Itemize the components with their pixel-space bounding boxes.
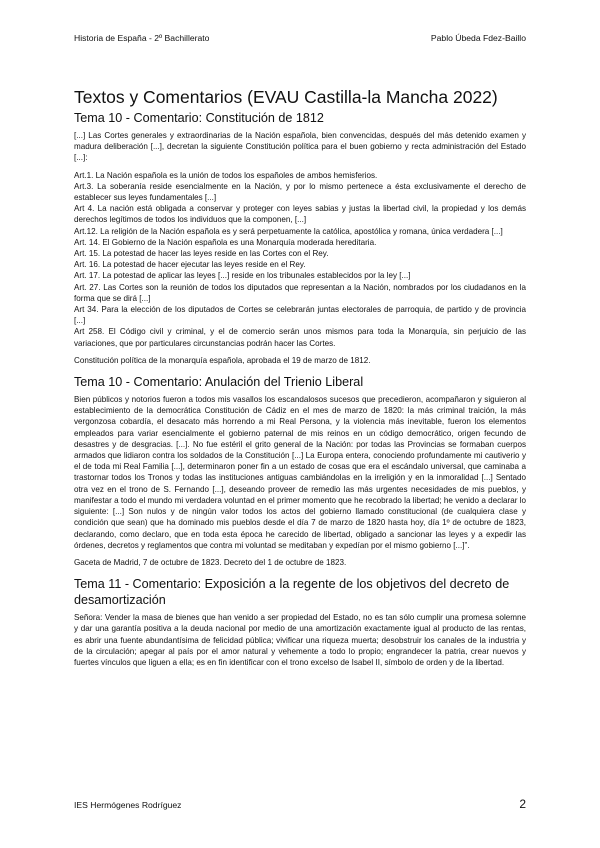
page-header — [74, 33, 526, 47]
page-content — [74, 86, 526, 668]
section-source: Constitución política de la monarquía española, aprobada el 19 de marzo de 1812. — [74, 355, 371, 365]
page-number: 2 — [519, 797, 526, 811]
article: Art 258. El Código civil y criminal, y el de comercio serán unos mismos para toda la Monarquía, sin perjuicio de las variaciones, que por particulares circunstancias podrán hacer las Cortes. — [74, 327, 526, 348]
section-intro: [...] Las Cortes generales y extraordinarias de la Nación española, bien convencidas, después del más detenido examen y madura deliberación [...], decretan la siguiente Constitución política para el buen gobierno y recta administración del Estado [...]: — [74, 131, 526, 163]
article: Art. 16. La potestad de hacer ejecutar las leyes reside en el Rey. — [74, 260, 306, 270]
section-heading-desamortizacion: Tema 11 - Comentario: Exposición a la regente de los objetivos del decreto de desamortización — [74, 577, 510, 608]
section-body: Bien públicos y notorios fueron a todos mis vasallos los escandalosos sucesos que precedieron, acompañaron y siguieron al establecimiento de la democrática Constitución de Cádiz en el mes de marzo de 1820: la más criminal traición, la más vergonzosa cobardía, el desacato más horrendo a mi Real Persona, y la violencia más inevitable, fueron los elementos empleados para variar esencialmente el gobierno paternal de mis reinos en un código democrático, origen fecundo de desastres y de desgracias. [...]. No fue estéril el grito general de la Nación: por todas las Provincias se formaban cuerpos armados que lidiaron contra los soldados de la Constitución [...] La Europa entera, conociendo profundamente mi cautiverio y el de toda mi Real Familia [...], determinaron poner fin a un estado de cosas que era el escándalo universal, que caminaba a trastornar todos los Tronos y todas las instituciones antiguas cambiándolas en la irreligión y en la inmoralidad [...] Sentado otra vez en el trono de S. Fernando [...], deseando proveer de remedio las más urgentes necesidades de mis pueblos, y manifestar a todo el mundo mi verdadera voluntad en el primer momento que he recobrado la libertad; he venido a declarar lo siguiente: [...] Son nulos y de ningún valor todos los actos del gobierno llamado constitucional (de cualquiera clase y condición que sean) que ha dominado mis pueblos desde el día 7 de marzo de 1820 hasta hoy, día 1º de octubre de 1823, declarando, como declaro, que en toda esta época he carecido de libertad, obligado a sancionar las leyes y a expedir las órdenes, decretos y reglamentos que contra mi voluntad se meditaban y expedían por el mismo gobierno [...]”. — [74, 395, 526, 550]
section-source: Gaceta de Madrid, 7 de octubre de 1823. Decreto del 1 de octubre de 1823. — [74, 557, 347, 567]
article: Art.1. La Nación española es la unión de todos los españoles de ambos hemisferios. — [74, 170, 378, 180]
article: Art 4. La nación está obligada a conservar y proteger con leyes sabias y justas la libertad civil, la propiedad y los demás derechos legítimos de todos los individuos que la componen, [...] — [74, 204, 526, 225]
header-course: Historia de España - 2º Bachillerato — [74, 33, 210, 43]
section-heading-constitucion-1812: Tema 10 - Comentario: Constitución de 1812 — [74, 111, 324, 125]
section-body: Señora: Vender la masa de bienes que han venido a ser propiedad del Estado, no es tan sólo cumplir una promesa solemne y dar una garantía positiva a la deuda nacional por medio de una amortización exactamente igual al producto de las rentas, es abrir una fuente abundantísima de felicidad pública; vivificar una riqueza muerta; desobstruir los canales de la industria y de la circulación; apegar al país por el amor natural y vehemente a todo lo propio; engrandecer la patria, crear nuevos y fuertes vínculos que liguen a ella; es en fin identificar con el trono excelso de Isabel II, símbolo de orden y de la libertad. — [74, 613, 526, 667]
document-title: Textos y Comentarios (EVAU Castilla-la Mancha 2022) — [74, 87, 498, 107]
article: Art. 27. Las Cortes son la reunión de todos los diputados que representan a la Nación, nombrados por los ciudadanos en la forma que se dirá [...] — [74, 282, 526, 303]
section-heading-trienio-liberal: Tema 10 - Comentario: Anulación del Trienio Liberal — [74, 375, 364, 390]
article: Art.12. La religión de la Nación española es y será perpetuamente la católica, apostólica y romana, única verdadera [...] — [74, 226, 503, 236]
article: Art. 14. El Gobierno de la Nación española es una Monarquía moderada hereditaria. — [74, 237, 377, 247]
footer-school: IES Hermógenes Rodríguez — [74, 800, 182, 810]
header-author: Pablo Úbeda Fdez-Baillo — [430, 33, 526, 43]
article: Art. 17. La potestad de aplicar las leyes [...] reside en los tribunales establecidos por la ley [...] — [74, 271, 411, 281]
article: Art. 15. La potestad de hacer las leyes reside en las Cortes con el Rey. — [74, 249, 329, 259]
article: Art 34. Para la elección de los diputados de Cortes se celebrarán juntas electorales de parroquia, de partido y de provincia [...] — [74, 305, 526, 326]
page-footer — [74, 797, 526, 813]
article: Art.3. La soberanía reside esencialmente en la Nación, y por lo mismo pertenece a ésta exclusivamente el derecho de establecer sus leyes fundamentales [...] — [74, 181, 526, 203]
